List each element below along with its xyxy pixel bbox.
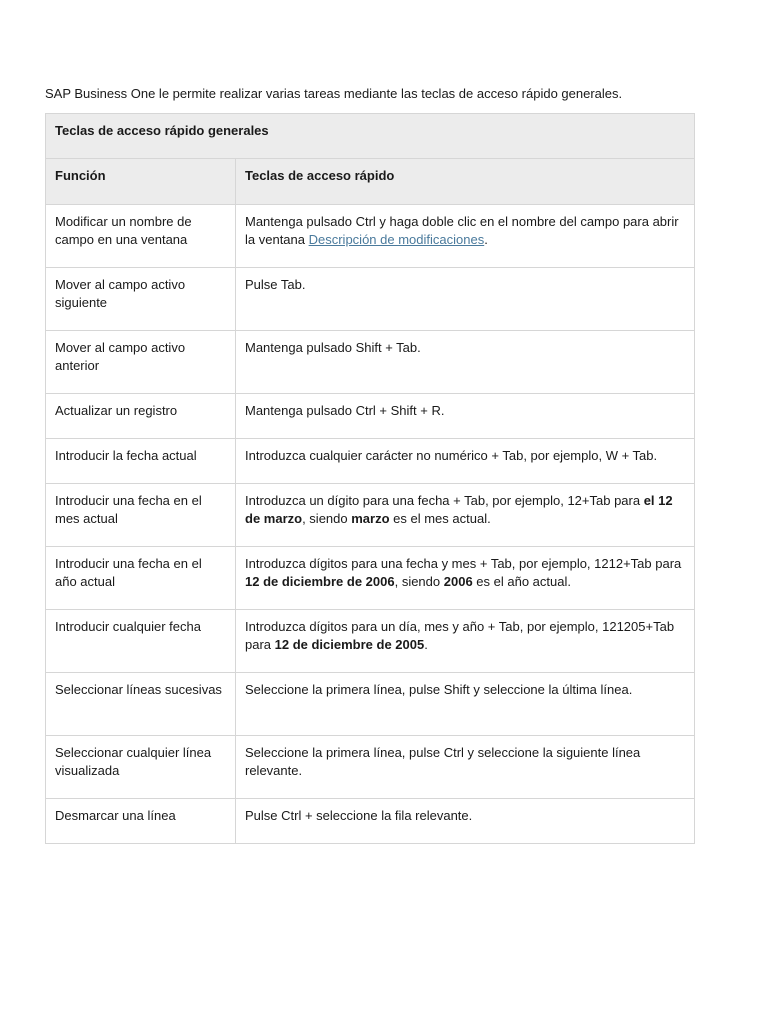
header-function: Función: [46, 159, 236, 205]
keys-cell: Mantenga pulsado Shift + Tab.: [236, 331, 695, 394]
function-cell: Actualizar un registro: [46, 394, 236, 439]
table-caption: Teclas de acceso rápido generales: [46, 114, 695, 159]
keys-bold: el 12 de marzo: [245, 493, 673, 526]
keys-cell: [236, 610, 695, 673]
modifications-description-link[interactable]: Descripción de modificaciones: [308, 231, 485, 247]
keys-cell: Seleccione la primera línea, pulse Shift y seleccione la última línea.: [236, 673, 695, 736]
keys-text: .: [484, 231, 488, 247]
table-row: [46, 394, 695, 439]
keys-cell: [236, 205, 695, 268]
keys-text: Introduzca dígitos para un día, mes y año + Tab, por ejemplo, 121205+Tab para: [245, 619, 675, 652]
function-cell: Introducir una fecha en el mes actual: [46, 484, 236, 547]
function-cell: Desmarcar una línea: [46, 799, 236, 844]
function-cell: Seleccionar líneas sucesivas: [46, 673, 236, 736]
table-row: [46, 331, 695, 394]
keys-text: , siendo: [394, 573, 444, 589]
table-header-row: [46, 159, 695, 205]
table-row: [46, 547, 695, 610]
keys-bold: 12 de diciembre de 2005: [274, 636, 425, 652]
function-cell: Introducir una fecha en el año actual: [46, 547, 236, 610]
keys-cell: Pulse Ctrl + seleccione la fila relevante.: [236, 799, 695, 844]
function-cell: Introducir la fecha actual: [46, 439, 236, 484]
intro-text: SAP Business One le permite realizar varias tareas mediante las teclas de acceso rápido generales.: [45, 86, 623, 101]
keys-cell: Seleccione la primera línea, pulse Ctrl y seleccione la siguiente línea relevante.: [236, 736, 695, 799]
header-keys: Teclas de acceso rápido: [236, 159, 695, 205]
table-caption-row: [46, 114, 695, 159]
table-row: [46, 610, 695, 673]
keys-bold: 2006: [443, 573, 473, 589]
function-cell: Introducir cualquier fecha: [46, 610, 236, 673]
keys-text: Introduzca un dígito para una fecha + Tab, por ejemplo, 12+Tab para: [245, 493, 644, 508]
keys-text: es el año actual.: [472, 573, 571, 589]
keys-cell: Introduzca cualquier carácter no numérico + Tab, por ejemplo, W + Tab.: [236, 439, 695, 484]
keys-text: .: [424, 636, 428, 652]
table-row: [46, 484, 695, 547]
keys-bold: 12 de diciembre de 2006: [245, 573, 395, 589]
table-row: [46, 205, 695, 268]
keys-bold: marzo: [351, 510, 390, 526]
keys-text: Introduzca dígitos para una fecha y mes + Tab, por ejemplo, 1212+Tab para: [245, 556, 682, 571]
function-cell: Mover al campo activo siguiente: [46, 268, 236, 331]
keys-cell: Pulse Tab.: [236, 268, 695, 331]
table-row: [46, 736, 695, 799]
keys-text: Mantenga pulsado Ctrl y haga doble clic en el nombre del campo para abrir la ventana: [245, 214, 679, 247]
table-row: [46, 439, 695, 484]
keys-cell: Mantenga pulsado Ctrl + Shift + R.: [236, 394, 695, 439]
function-cell: Modificar un nombre de campo en una ventana: [46, 205, 236, 268]
table-row: [46, 268, 695, 331]
function-cell: Seleccionar cualquier línea visualizada: [46, 736, 236, 799]
table-row: [46, 673, 695, 736]
keys-cell: [236, 484, 695, 547]
shortcut-table: [45, 113, 695, 844]
table-row: [46, 799, 695, 844]
keys-text: , siendo: [302, 510, 352, 526]
keys-text: es el mes actual.: [389, 510, 491, 526]
function-cell: Mover al campo activo anterior: [46, 331, 236, 394]
keys-cell: [236, 547, 695, 610]
